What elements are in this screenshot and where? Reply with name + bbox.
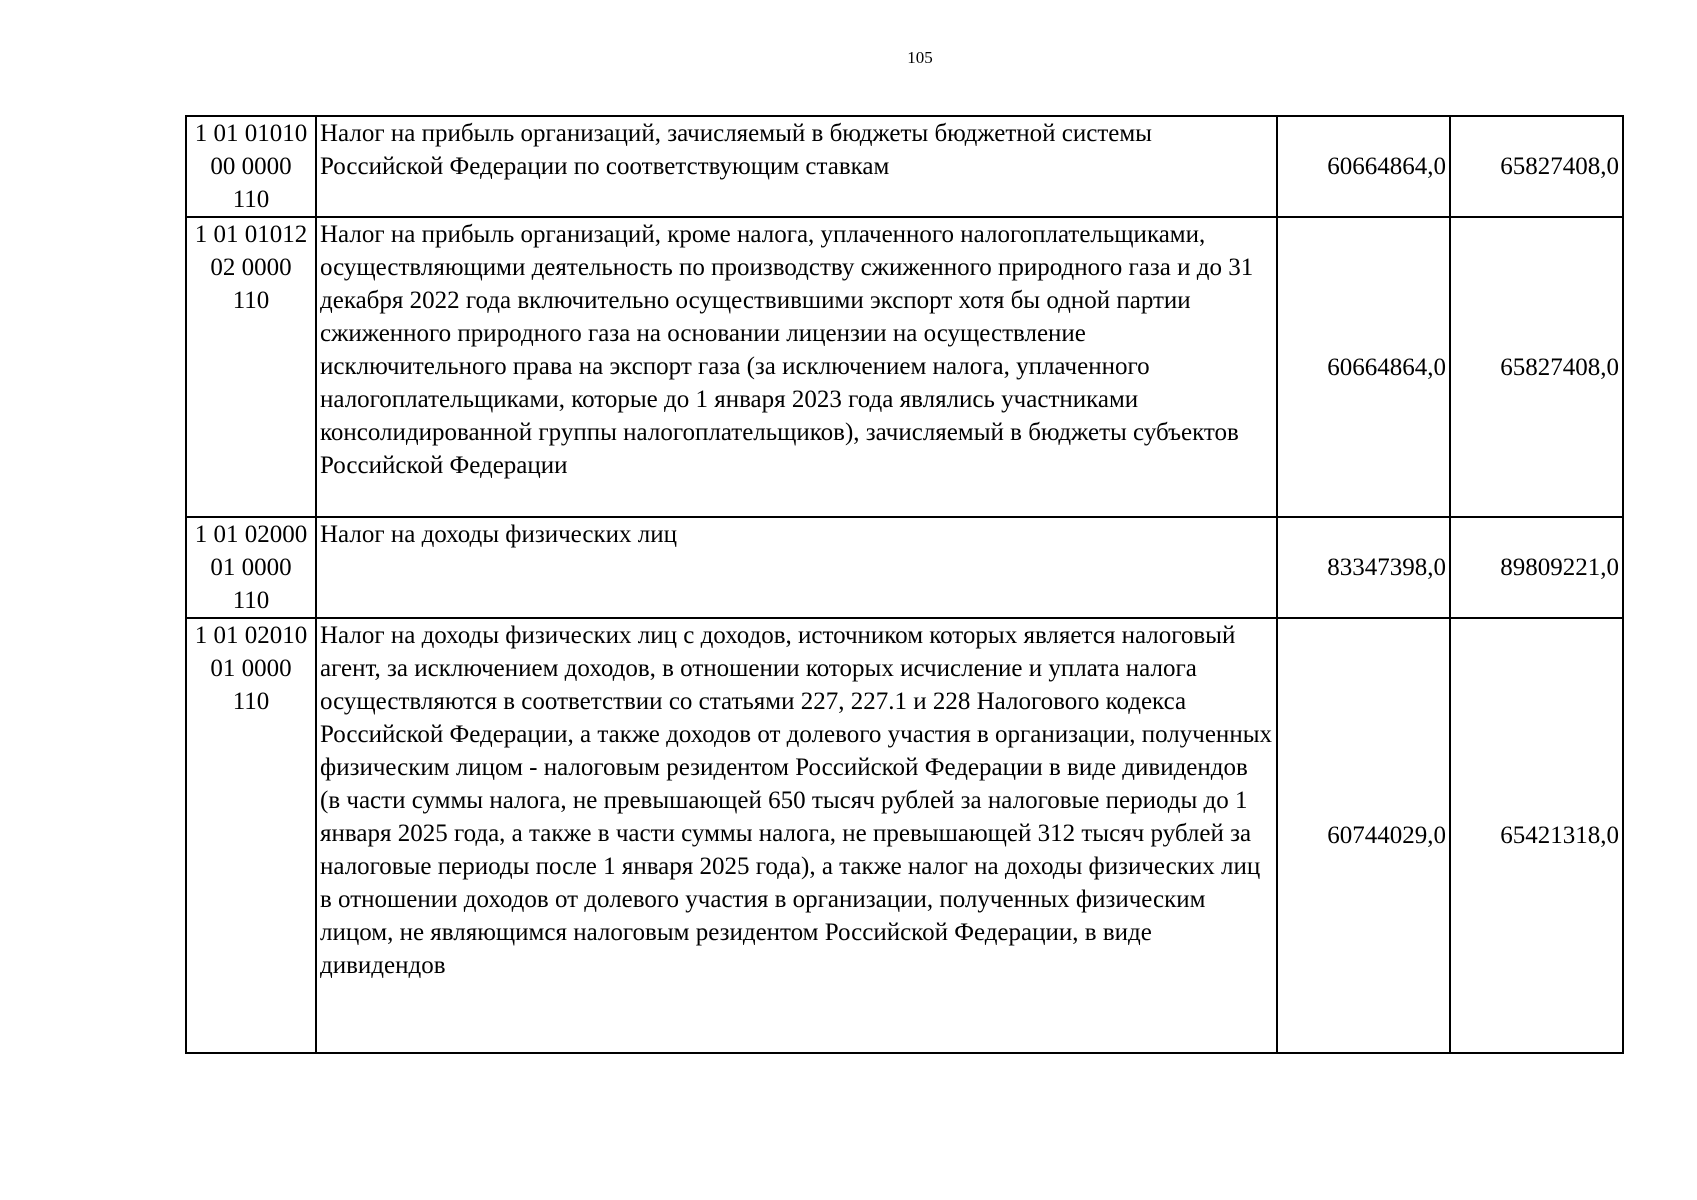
- table-row: [186, 517, 1623, 618]
- page-number: 105: [907, 48, 933, 67]
- amount-column-1: 60664864,0: [1277, 217, 1450, 517]
- revenue-name: Налог на прибыль организаций, зачисляемый в бюджеты бюджетной системы Российской Федерации по соответствующим ставкам: [316, 116, 1277, 217]
- budget-classification-code: 1 01 01010 00 0000 110: [186, 116, 316, 217]
- amount-column-2: 65827408,0: [1450, 217, 1623, 517]
- amount-column-2: 65421318,0: [1450, 618, 1623, 1053]
- amount-column-2: 89809221,0: [1450, 517, 1623, 618]
- amount-column-1: 60744029,0: [1277, 618, 1450, 1053]
- budget-classification-code: 1 01 01012 02 0000 110: [186, 217, 316, 517]
- revenue-name: Налог на доходы физических лиц с доходов, источником которых является налоговый агент, за исключением доходов, в отношении которых исчисление и уплата налога осуществляются в соответствии со статьями 227, 227.1 и 228 Налогового кодекса Российской Федерации, а также доходов от долевого участия в организации, полученных физическим лицом - налоговым резидентом Российской Федерации в виде дивидендов (в части суммы налога, не превышающей 650 тысяч рублей за налоговые периоды до 1 января 2025 года, а также в части суммы налога, не превышающей 312 тысяч рублей за налоговые периоды после 1 января 2025 года), а также налог на доходы физических лиц в отношении доходов от долевого участия в организации, полученных физическим лицом, не являющимся налоговым резидентом Российской Федерации, в виде дивидендов: [316, 618, 1277, 1053]
- amount-column-1: 83347398,0: [1277, 517, 1450, 618]
- budget-classification-code: 1 01 02010 01 0000 110: [186, 618, 316, 1053]
- table-row: [186, 217, 1623, 517]
- table-row: [186, 116, 1623, 217]
- amount-column-1: 60664864,0: [1277, 116, 1450, 217]
- budget-classification-code: 1 01 02000 01 0000 110: [186, 517, 316, 618]
- budget-revenue-table: [185, 115, 1624, 1054]
- table-row: [186, 618, 1623, 1053]
- revenue-name: Налог на прибыль организаций, кроме налога, уплаченного налогоплательщиками, осуществляющими деятельность по производству сжиженного природного газа и до 31 декабря 2022 года включительно осуществившими экспорт хотя бы одной партии сжиженного природного газа на основании лицензии на осуществление исключительного права на экспорт газа (за исключением налога, уплаченного налогоплательщиками, которые до 1 января 2023 года являлись участниками консолидированной группы налогоплательщиков), зачисляемый в бюджеты субъектов Российской Федерации: [316, 217, 1277, 517]
- revenue-name: Налог на доходы физических лиц: [316, 517, 1277, 618]
- amount-column-2: 65827408,0: [1450, 116, 1623, 217]
